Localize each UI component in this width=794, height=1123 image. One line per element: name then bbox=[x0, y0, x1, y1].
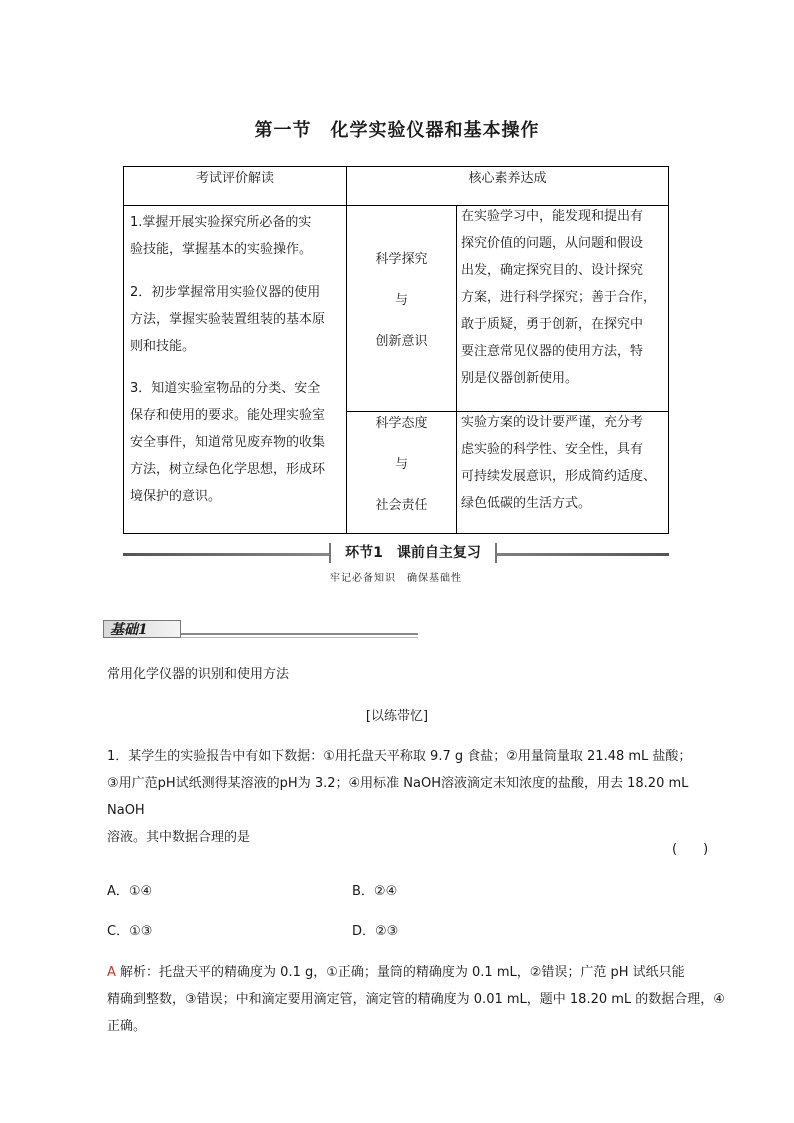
answer-blank: ( ) bbox=[672, 842, 709, 857]
question-line-2: ③用广范pH试纸测得某溶液的pH为 3.2；④用标准 NaOH溶液滴定未知浓度的盐酸，用去 18.20 mL NaOH bbox=[107, 776, 689, 818]
option-d[interactable]: D．②③ bbox=[352, 924, 399, 939]
literacy-scientific-inquiry: 科学探究 与 创新意识 bbox=[375, 252, 428, 349]
sub-heading: [以练带忆] bbox=[365, 709, 429, 724]
objective-1: 1.掌握开展实验探究所必备的实 验技能，掌握基本的实验操作。 bbox=[130, 215, 313, 257]
question-1 bbox=[107, 743, 727, 851]
banner-title: 环节1 课前自主复习 bbox=[329, 543, 497, 563]
table-divider-2 bbox=[456, 205, 457, 533]
analysis-line-3: 正确。 bbox=[107, 1019, 147, 1034]
option-c[interactable]: C．①③ bbox=[107, 924, 153, 939]
section-banner bbox=[123, 543, 669, 587]
question-line-1: 1．某学生的实验报告中有如下数据：①用托盘天平称取 9.7 g 食盐；②用量筒量取 21.48 mL 盐酸； bbox=[107, 749, 692, 764]
tag-rule-thin bbox=[181, 637, 418, 638]
answer-letter: A bbox=[107, 965, 116, 980]
analysis bbox=[107, 959, 727, 1040]
header-core-literacy: 核心素养达成 bbox=[468, 171, 547, 186]
header-exam-evaluation: 考试评价解读 bbox=[195, 171, 274, 186]
banner-subtitle: 牢记必备知识 确保基础性 bbox=[330, 573, 462, 584]
question-line-3: 溶液。其中数据合理的是 bbox=[107, 830, 251, 845]
option-a[interactable]: A．①④ bbox=[107, 884, 153, 899]
page-title: 第一节 化学实验仪器和基本操作 bbox=[254, 120, 540, 141]
objective-2: 2．初步掌握常用实验仪器的使用 方法，掌握实验装置组装的基本原 则和技能。 bbox=[130, 285, 326, 354]
analysis-line-1: 解析：托盘天平的精确度为 0.1 g，①正确；量筒的精确度为 0.1 mL，②错误；广范 pH 试纸只能 bbox=[120, 965, 685, 980]
objectives-table bbox=[123, 166, 669, 534]
tag-rule bbox=[181, 633, 418, 635]
section-heading: 常用化学仪器的识别和使用方法 bbox=[107, 667, 290, 682]
basics-tag-label: 基础1 bbox=[103, 620, 181, 638]
basics-tag bbox=[103, 620, 418, 640]
literacy-social-responsibility: 科学态度 与 社会责任 bbox=[375, 416, 428, 513]
analysis-line-2: 精确到整数，③错误；中和滴定要用滴定管，滴定管的精确度为 0.01 mL，题中 18.20 mL 的数据合理，④ bbox=[107, 992, 725, 1007]
objective-3: 3．知道实验室物品的分类、安全 保存和使用的要求。能处理实验室 安全事件，知道常见废弃物的收集 方法，树立绿色化学思想，形成环 境保护的意识。 bbox=[130, 381, 326, 504]
literacy-description-2: 实验方案的设计要严谨，充分考 虑实验的科学性、安全性，具有 可持续发展意识，形成简约适度、 绿色低碳的生活方式。 bbox=[461, 415, 657, 511]
literacy-description-1: 在实验学习中，能发现和提出有 探究价值的问题，从问题和假设 出发，确定探究目的、设计探究 方案，进行科学探究；善于合作， 敢于质疑，勇于创新，在探究中 要注意常见仪器的使用方法，特 别是仪器创新使用。 bbox=[461, 209, 657, 386]
option-b[interactable]: B．②④ bbox=[352, 884, 398, 899]
